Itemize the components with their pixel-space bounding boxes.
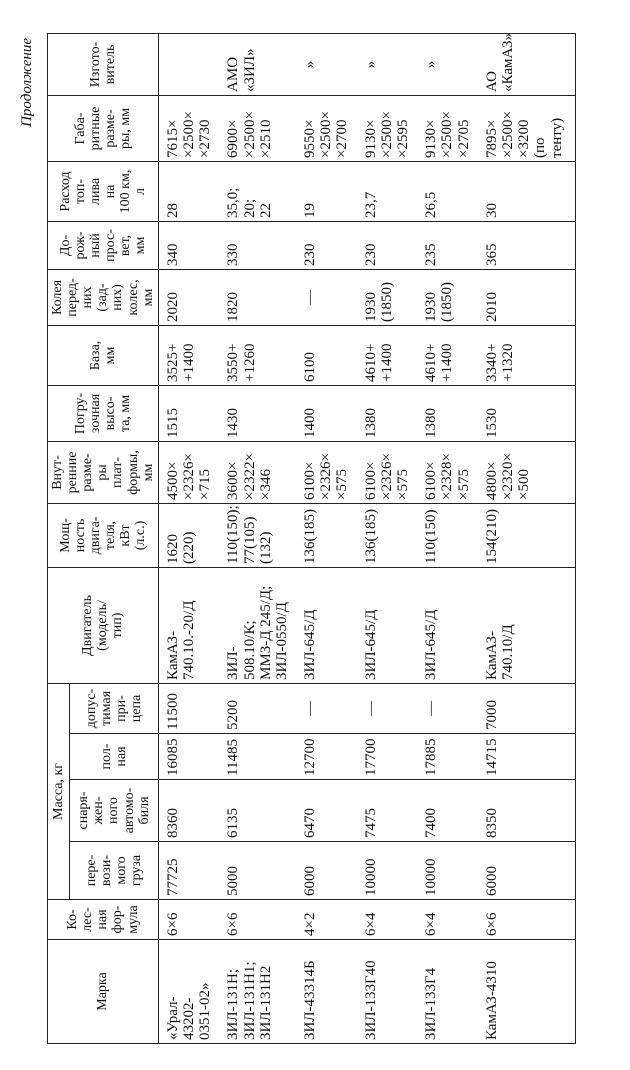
header-mass: Масса, кг bbox=[48, 683, 70, 899]
engine-cell: КамАЗ- 740.10/Д bbox=[482, 567, 575, 683]
payload-cell: 6000 bbox=[482, 842, 575, 900]
load-height-cell: 1430 bbox=[223, 385, 300, 441]
maker-cell bbox=[158, 33, 223, 95]
clearance-cell: 230 bbox=[361, 221, 422, 269]
curb-mass-cell: 7475 bbox=[361, 780, 422, 842]
curb-mass-cell: 6135 bbox=[223, 780, 300, 842]
table-row bbox=[300, 33, 361, 1043]
base-cell: 4610+ +1400 bbox=[421, 325, 482, 385]
header-brand: Марка bbox=[48, 940, 159, 1044]
curb-mass-cell: 6470 bbox=[300, 780, 361, 842]
power-cell: 136(185) bbox=[300, 503, 361, 567]
fuel-cell: 35,0; 20; 22 bbox=[223, 161, 300, 221]
load-height-cell: 1400 bbox=[300, 385, 361, 441]
header-full: пол- ная bbox=[70, 734, 159, 780]
clearance-cell: 330 bbox=[223, 221, 300, 269]
base-cell: 3550+ +1260 bbox=[223, 325, 300, 385]
power-cell: 136(185) bbox=[361, 503, 422, 567]
engine-cell: КамАЗ- 740.10.-20/Д bbox=[158, 567, 223, 683]
maker-cell: » bbox=[421, 33, 482, 95]
rotated-table-block bbox=[19, 33, 592, 1044]
load-height-cell: 1380 bbox=[361, 385, 422, 441]
header-curb: снаря- жен- ного автомо- биля bbox=[70, 780, 159, 842]
table-row bbox=[421, 33, 482, 1043]
maker-cell: » bbox=[361, 33, 422, 95]
clearance-cell: 235 bbox=[421, 221, 482, 269]
trailer-mass-cell: — bbox=[421, 683, 482, 733]
engine-cell: ЗИЛ-645/Д bbox=[361, 567, 422, 683]
curb-mass-cell: 8350 bbox=[482, 780, 575, 842]
track-cell: 2020 bbox=[158, 269, 223, 325]
brand-cell: КамАЗ-4310 bbox=[482, 940, 575, 1044]
base-cell: 3340+ +1320 bbox=[482, 325, 575, 385]
power-cell: 1620 (220) bbox=[158, 503, 223, 567]
fuel-cell: 30 bbox=[482, 161, 575, 221]
header-base: База, мм bbox=[48, 325, 159, 385]
wheel-formula-cell: 6×4 bbox=[361, 900, 422, 940]
platform-cell: 6100× ×2326× ×575 bbox=[361, 441, 422, 503]
header-dimensions: Габа- ритные разме- ры, мм bbox=[48, 95, 159, 161]
full-mass-cell: 11485 bbox=[223, 734, 300, 780]
dimensions-cell: 9130× ×2500× ×2705 bbox=[421, 95, 482, 161]
platform-cell: 6100× ×2326× ×575 bbox=[300, 441, 361, 503]
wheel-formula-cell: 6×6 bbox=[223, 900, 300, 940]
payload-cell: 5000 bbox=[223, 842, 300, 900]
header-payload: пере- вози- мого груза bbox=[70, 842, 159, 900]
engine-cell: ЗИЛ-645/Д bbox=[300, 567, 361, 683]
trailer-mass-cell: 5200 bbox=[223, 683, 300, 733]
header-maker: Изгото- витель bbox=[48, 33, 159, 95]
maker-cell: АО «КамАЗ» bbox=[482, 33, 575, 95]
table-row bbox=[482, 33, 575, 1043]
dimensions-cell: 6900× ×2500× ×2510 bbox=[223, 95, 300, 161]
brand-cell: ЗИЛ-133Г40 bbox=[361, 940, 422, 1044]
table-row bbox=[223, 33, 300, 1043]
curb-mass-cell: 7400 bbox=[421, 780, 482, 842]
table-body bbox=[158, 33, 575, 1043]
full-mass-cell: 16085 bbox=[158, 734, 223, 780]
wheel-formula-cell: 6×6 bbox=[482, 900, 575, 940]
fuel-cell: 23,7 bbox=[361, 161, 422, 221]
fuel-cell: 28 bbox=[158, 161, 223, 221]
full-mass-cell: 17700 bbox=[361, 734, 422, 780]
engine-cell: ЗИЛ-645/Д bbox=[421, 567, 482, 683]
load-height-cell: 1515 bbox=[158, 385, 223, 441]
engine-cell: ЗИЛ- 508.10/К; ММЗ-Д 245/Д; ЗИЛ-0550/Д bbox=[223, 567, 300, 683]
track-cell: 2010 bbox=[482, 269, 575, 325]
payload-cell: 6000 bbox=[300, 842, 361, 900]
trailer-mass-cell: — bbox=[300, 683, 361, 733]
power-cell: 110(150) bbox=[421, 503, 482, 567]
power-cell: 154(210) bbox=[482, 503, 575, 567]
maker-cell: АМО «ЗИЛ» bbox=[223, 33, 300, 95]
payload-cell: 77725 bbox=[158, 842, 223, 900]
clearance-cell: 230 bbox=[300, 221, 361, 269]
header-fuel: Расход топ- лива на 100 км, л bbox=[48, 161, 159, 221]
header-load-height: Погру- зочная высо- та, мм bbox=[48, 385, 159, 441]
header-trailer: допус- тимая при- цепа bbox=[70, 683, 159, 733]
platform-cell: 4500× ×2326× ×715 bbox=[158, 441, 223, 503]
full-mass-cell: 17885 bbox=[421, 734, 482, 780]
full-mass-cell: 12700 bbox=[300, 734, 361, 780]
header-clearance: До- рож- ный прос- вет, мм bbox=[48, 221, 159, 269]
wheel-formula-cell: 6×4 bbox=[421, 900, 482, 940]
brand-cell: ЗИЛ-43314Б bbox=[300, 940, 361, 1044]
track-cell: — bbox=[300, 269, 361, 325]
header-engine: Двигатель (модель/ тип) bbox=[48, 567, 159, 683]
dimensions-cell: 9130× ×2500× ×2595 bbox=[361, 95, 422, 161]
platform-cell: 4800× ×2320× ×500 bbox=[482, 441, 575, 503]
platform-cell: 3600× ×2322× ×346 bbox=[223, 441, 300, 503]
table-caption: Продолжение bbox=[19, 38, 35, 127]
header-power: Мощ- ность двига- теля, кВт (л.с.) bbox=[48, 503, 159, 567]
trailer-mass-cell: — bbox=[361, 683, 422, 733]
maker-cell: » bbox=[300, 33, 361, 95]
trailer-mass-cell: 11500 bbox=[158, 683, 223, 733]
load-height-cell: 1380 bbox=[421, 385, 482, 441]
header-wheel-formula: Ко- лес- ная фор- мула bbox=[48, 900, 159, 940]
brand-cell: ЗИЛ-133Г4 bbox=[421, 940, 482, 1044]
dimensions-cell: 7895× ×2500× ×3200 (по тенту) bbox=[482, 95, 575, 161]
fuel-cell: 26,5 bbox=[421, 161, 482, 221]
wheel-formula-cell: 6×6 bbox=[158, 900, 223, 940]
wheel-formula-cell: 4×2 bbox=[300, 900, 361, 940]
payload-cell: 10000 bbox=[421, 842, 482, 900]
load-height-cell: 1530 bbox=[482, 385, 575, 441]
full-mass-cell: 14715 bbox=[482, 734, 575, 780]
payload-cell: 10000 bbox=[361, 842, 422, 900]
base-cell: 4610+ +1400 bbox=[361, 325, 422, 385]
power-cell: 110(150); 77(105) (132) bbox=[223, 503, 300, 567]
track-cell: 1930 (1850) bbox=[361, 269, 422, 325]
dimensions-cell: 9550× ×2500× ×2700 bbox=[300, 95, 361, 161]
dimensions-cell: 7615× ×2500× ×2730 bbox=[158, 95, 223, 161]
clearance-cell: 365 bbox=[482, 221, 575, 269]
trucks-table bbox=[47, 33, 576, 1044]
table-row bbox=[158, 33, 223, 1043]
base-cell: 6100 bbox=[300, 325, 361, 385]
header-track: Колея перед- них (зад- них) колес, мм bbox=[48, 269, 159, 325]
track-cell: 1820 bbox=[223, 269, 300, 325]
header-row-1 bbox=[48, 33, 70, 1043]
fuel-cell: 19 bbox=[300, 161, 361, 221]
platform-cell: 6100× ×2328× ×575 bbox=[421, 441, 482, 503]
brand-cell: ЗИЛ-131Н; ЗИЛ-131Н1; ЗИЛ-131Н2 bbox=[223, 940, 300, 1044]
brand-cell: «Урал- 43202- 0351-02» bbox=[158, 940, 223, 1044]
header-platform: Внут- ренние разме- ры плат- формы, мм bbox=[48, 441, 159, 503]
table-row bbox=[361, 33, 422, 1043]
base-cell: 3525+ +1400 bbox=[158, 325, 223, 385]
track-cell: 1930 (1850) bbox=[421, 269, 482, 325]
curb-mass-cell: 8360 bbox=[158, 780, 223, 842]
trailer-mass-cell: 7000 bbox=[482, 683, 575, 733]
clearance-cell: 340 bbox=[158, 221, 223, 269]
